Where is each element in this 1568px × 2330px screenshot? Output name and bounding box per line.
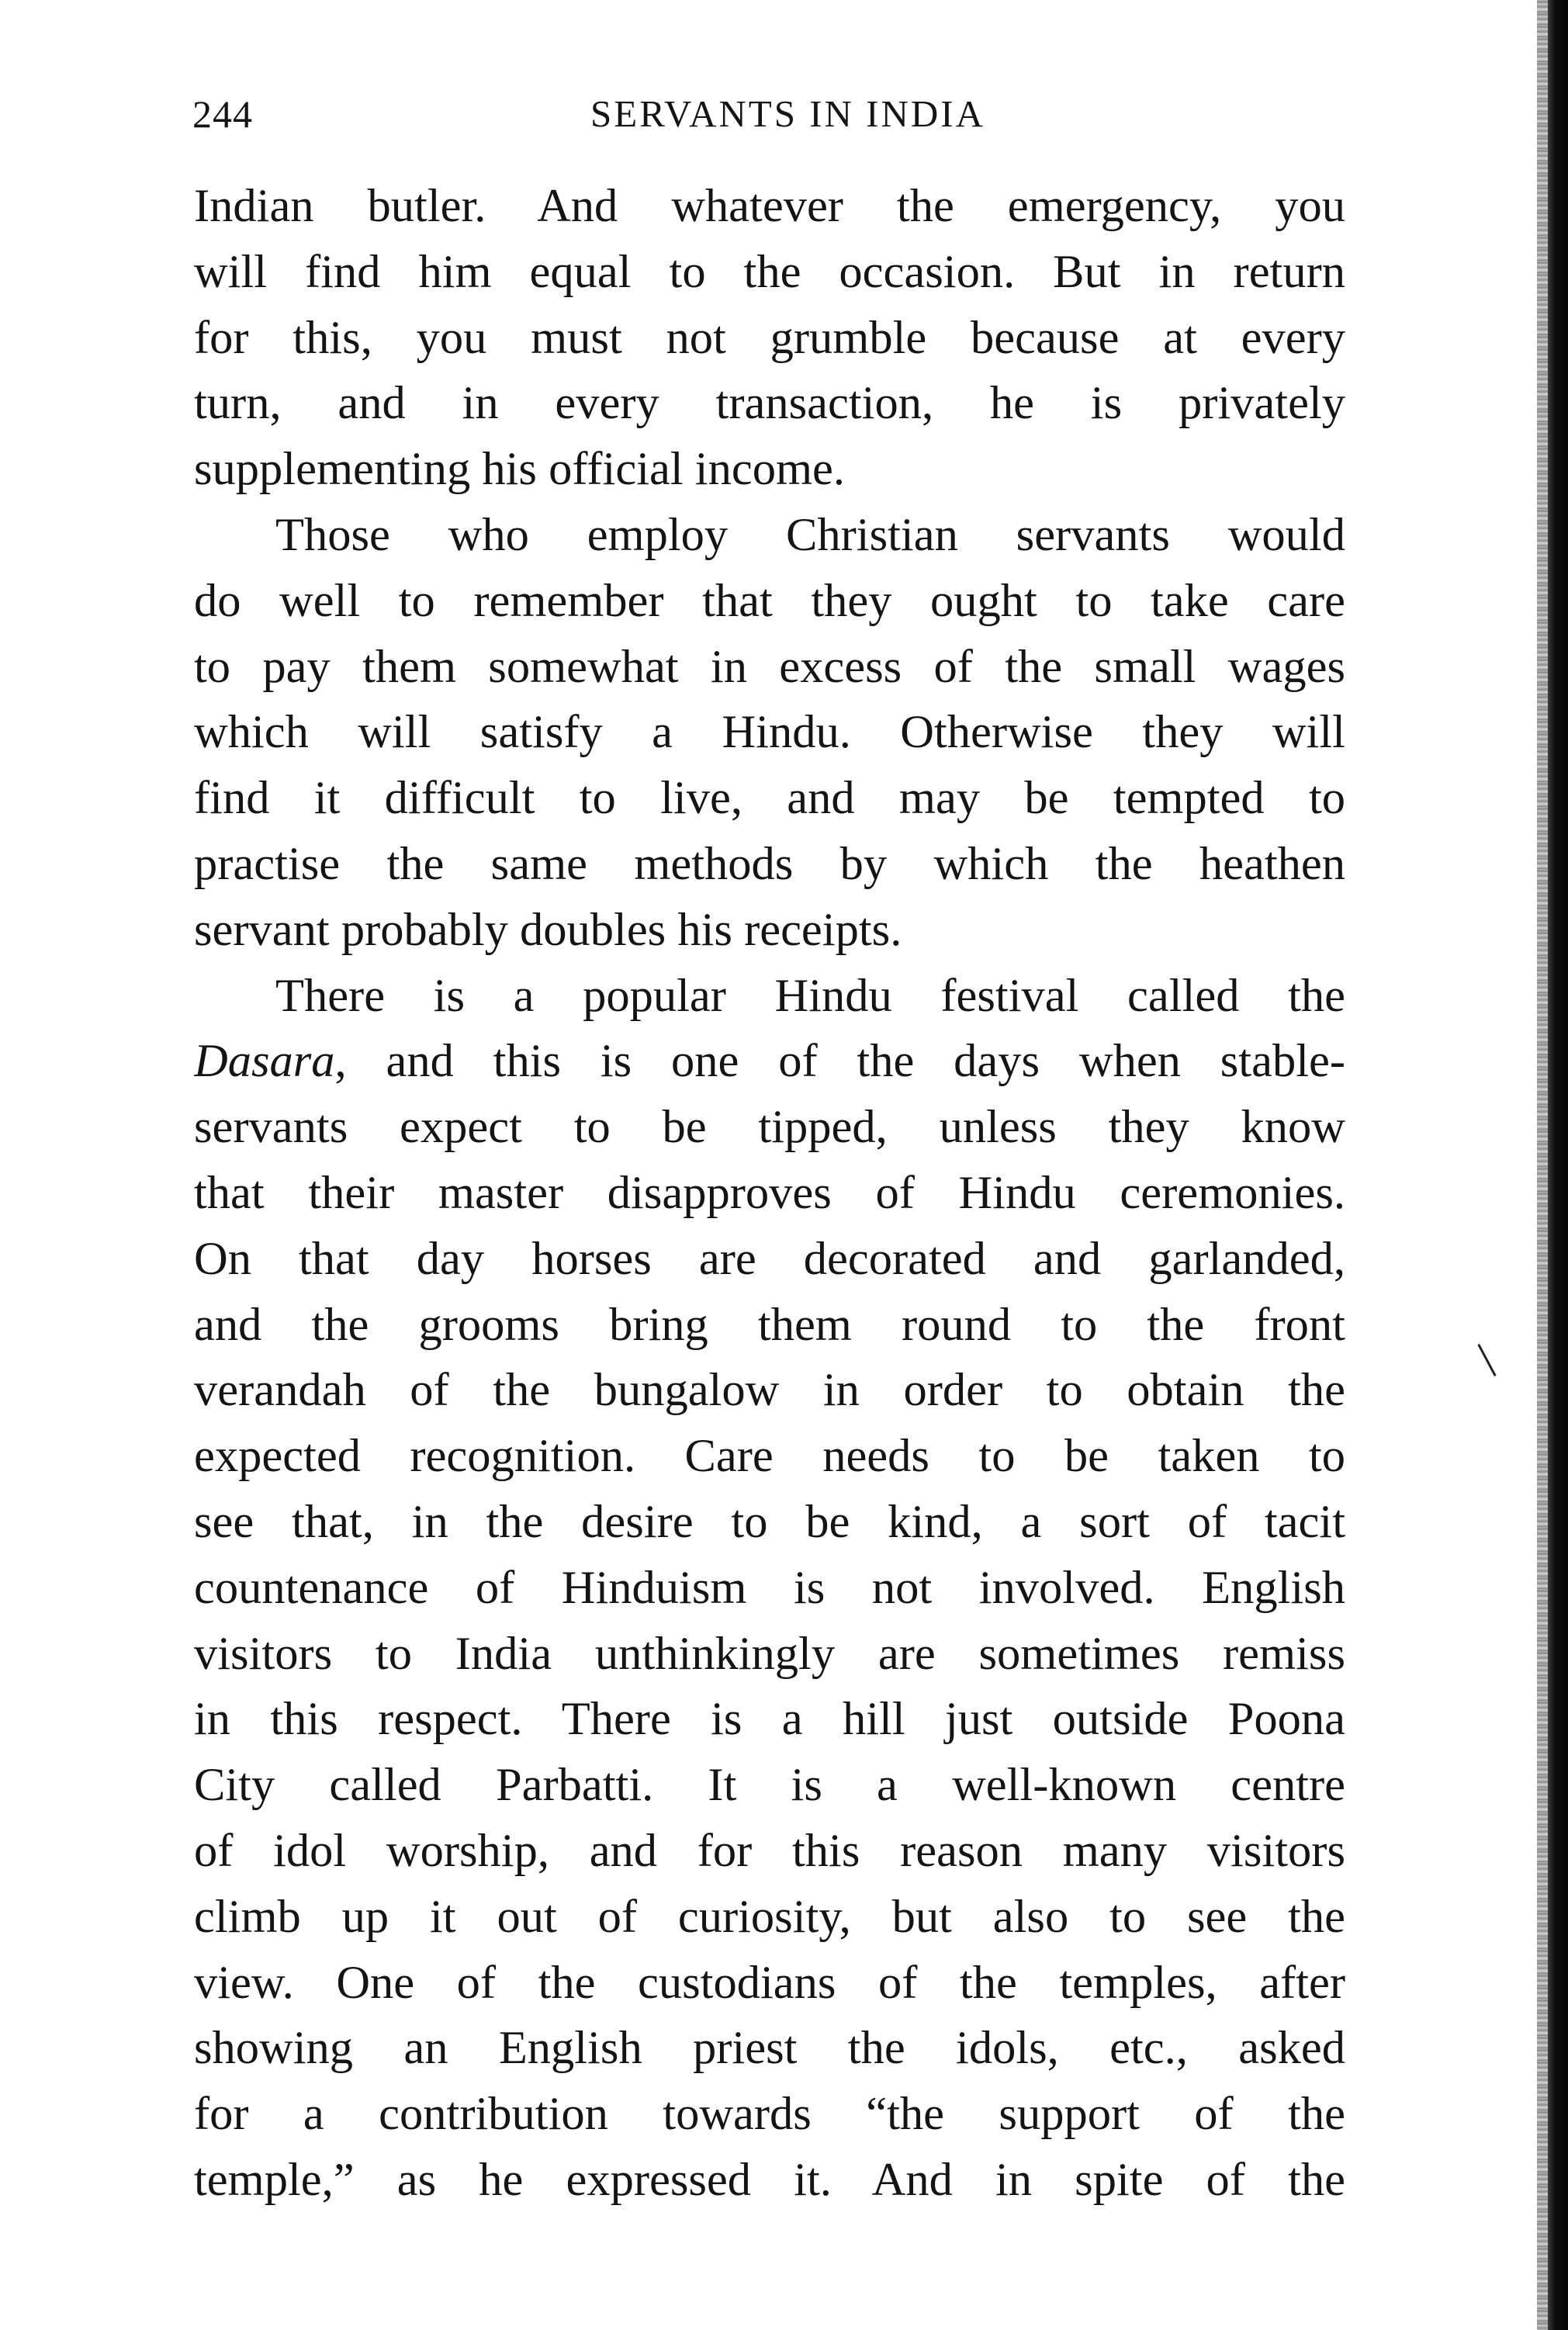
italic-term: Dasara bbox=[194, 1035, 335, 1088]
text-line: view. One of the custodians of the temples, after bbox=[194, 1956, 1345, 2009]
text-line: servant probably doubles his receipts. bbox=[194, 903, 902, 956]
text-line: servants expect to be tipped, unless they know bbox=[194, 1101, 1345, 1154]
text-line: for a contribution towards “the support of the bbox=[194, 2088, 1345, 2141]
text-line: find it difficult to live, and may be tempted to bbox=[194, 772, 1345, 825]
paragraph-start-line: There is a popular Hindu festival called the bbox=[275, 969, 1345, 1022]
text-line: Indian butler. And whatever the emergency, you bbox=[194, 180, 1345, 232]
running-head: SERVANTS IN INDIA bbox=[590, 92, 985, 135]
text-line: and the grooms bring them round to the front bbox=[194, 1298, 1345, 1351]
text-line: practise the same methods by which the heathen bbox=[194, 837, 1345, 890]
text-line: climb up it out of curiosity, but also to see the bbox=[194, 1890, 1345, 1943]
text-line: see that, in the desire to be kind, a sort of tacit bbox=[194, 1495, 1345, 1548]
text-line: for this, you must not grumble because at every bbox=[194, 311, 1345, 364]
text-line: in this respect. There is a hill just outside Poona bbox=[194, 1693, 1345, 1746]
text-line: expected recognition. Care needs to be taken to bbox=[194, 1430, 1345, 1483]
text-line: do well to remember that they ought to take care bbox=[194, 574, 1345, 627]
page-number: 244 bbox=[192, 92, 253, 136]
text-line: temple,” as he expressed it. And in spite of the bbox=[194, 2153, 1345, 2206]
text-line: to pay them somewhat in excess of the small wages bbox=[194, 640, 1345, 693]
text-line: City called Parbatti. It is a well-known centre bbox=[194, 1759, 1345, 1812]
text-line: supplementing his official income. bbox=[194, 443, 845, 496]
page-binding-edge bbox=[1548, 0, 1568, 2330]
text-line: showing an English priest the idols, etc., asked bbox=[194, 2022, 1345, 2075]
text-line: of idol worship, and for this reason many visitors bbox=[194, 1824, 1345, 1877]
ink-mark bbox=[1477, 1344, 1496, 1376]
text-line: verandah of the bungalow in order to obtain the bbox=[194, 1364, 1345, 1417]
text-line: turn, and in every transaction, he is privately bbox=[194, 377, 1345, 430]
paragraph-start-line: Those who employ Christian servants would bbox=[275, 508, 1345, 561]
text-line: that their master disapproves of Hindu ceremonies. bbox=[194, 1166, 1345, 1219]
text-line: which will satisfy a Hindu. Otherwise they will bbox=[194, 706, 1345, 759]
page-edge-shadow bbox=[1537, 0, 1548, 2330]
line-remainder: , and this is one of the days when stable- bbox=[334, 1035, 1345, 1088]
text-line-with-italic bbox=[194, 1029, 1345, 1095]
text-line: will find him equal to the occasion. But in return bbox=[194, 245, 1345, 298]
body-text bbox=[194, 174, 1345, 2214]
text-line: On that day horses are decorated and garlanded, bbox=[194, 1232, 1345, 1285]
text-line: visitors to India unthinkingly are sometimes remiss bbox=[194, 1627, 1345, 1680]
text-line: countenance of Hinduism is not involved. English bbox=[194, 1561, 1345, 1614]
